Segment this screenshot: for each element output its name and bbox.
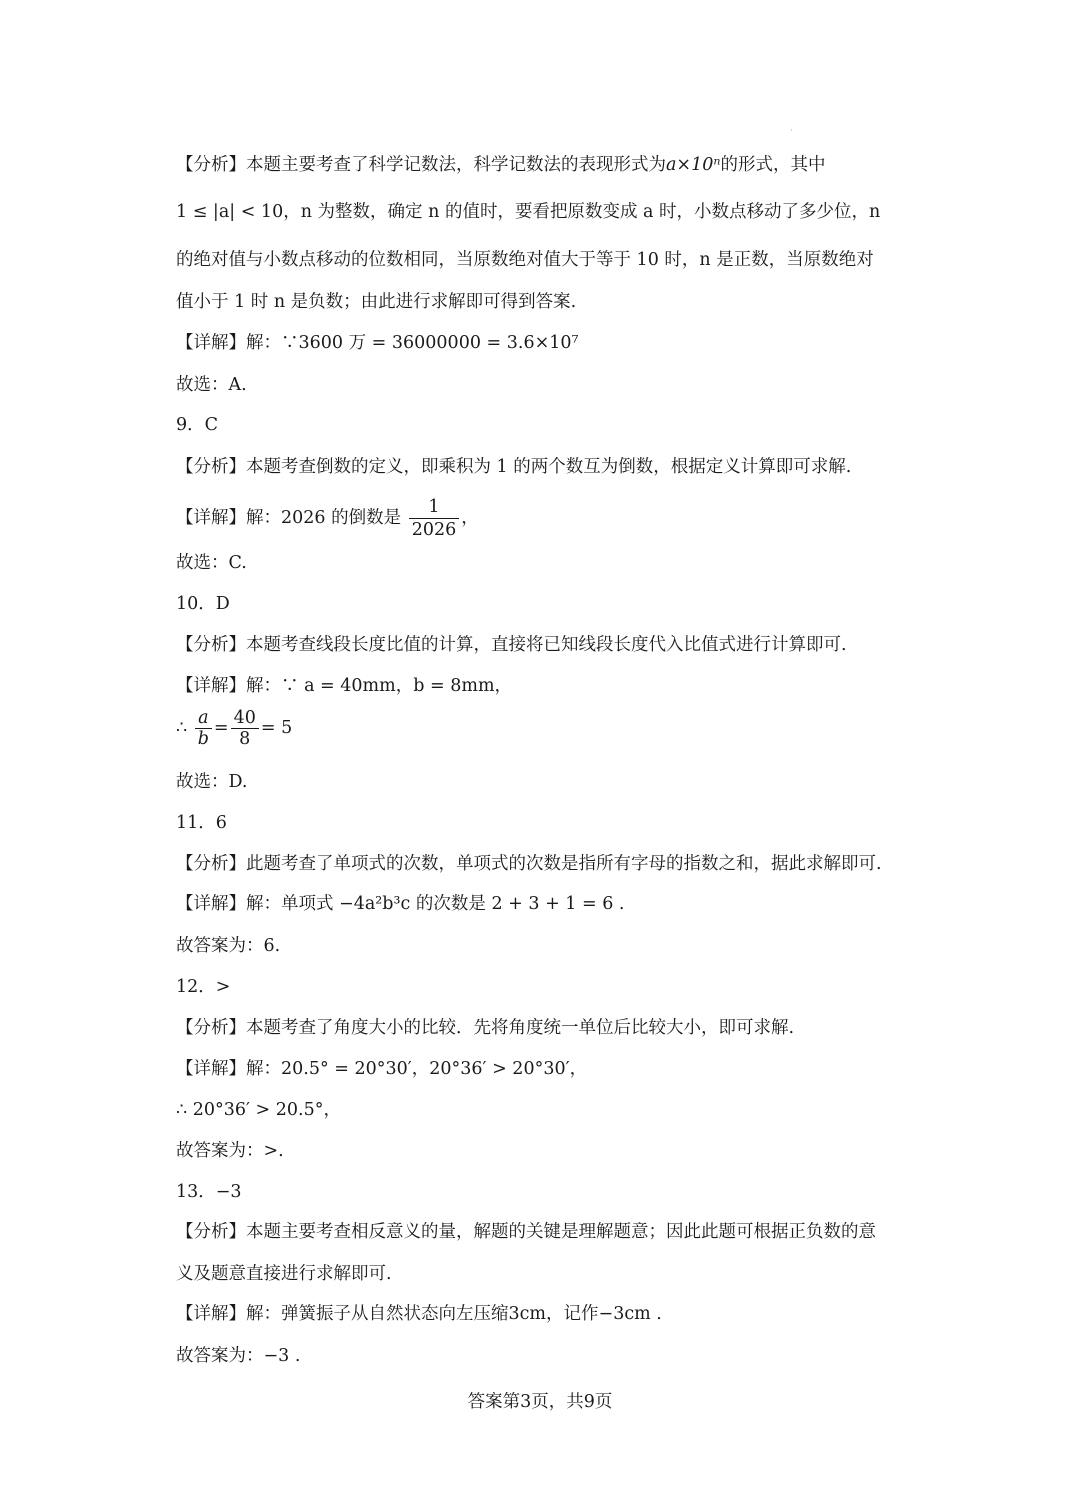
q13-number: 13．−3 <box>176 1182 242 1202</box>
detail-label: 【详解】 <box>176 1304 246 1324</box>
q11-analysis: 【分析】此题考查了单项式的次数，单项式的次数是指所有字母的指数之和，据此求解即可. <box>176 854 882 874</box>
detail-label: 【详解】 <box>176 894 246 914</box>
q13-detail: 【详解】解：弹簧振子从自然状态向左压缩3cm，记作−3cm . <box>176 1304 662 1324</box>
q8-analysis-line-3: 的绝对值与小数点移动的位数相同，当原数绝对值大于等于 10 时，n 是正数，当原数绝对 <box>176 250 874 270</box>
analysis-label: 【分析】 <box>176 635 246 655</box>
q11-answer: 故答案为：6. <box>176 936 281 956</box>
ratio-fraction-ab: $\frac{a}{b}$ <box>195 708 212 749</box>
analysis-label: 【分析】 <box>176 155 246 175</box>
analysis-label: 【分析】 <box>176 1222 246 1242</box>
q13-answer: 故答案为：−3 . <box>176 1346 301 1366</box>
reciprocal-fraction: $\frac{1}{2026}$ <box>409 496 460 541</box>
therefore-symbol: ∴ <box>176 718 188 738</box>
q10-analysis: 【分析】本题考查线段长度比值的计算，直接将已知线段长度代入比值式进行计算即可. <box>176 635 847 655</box>
q8-detail: 【详解】解：∵3600 万 = 36000000 = 3.6×10⁷ <box>176 333 579 353</box>
q12-detail: 【详解】解：20.5° = 20°30′，20°36′ > 20°30′， <box>176 1059 588 1079</box>
q11-detail: 【详解】解：单项式 −4a²b³c 的次数是 2 + 3 + 1 = 6 . <box>176 894 625 914</box>
q8-analysis-line-1: 【分析】本题主要考查了科学记数法，科学记数法的表现形式为a×10ⁿ的形式，其中 <box>176 155 826 175</box>
q9-analysis: 【分析】本题考查倒数的定义，即乘积为 1 的两个数互为倒数，根据定义计算即可求解. <box>176 457 852 477</box>
detail-label: 【详解】 <box>176 1059 246 1079</box>
q13-analysis-line-1: 【分析】本题主要考查相反意义的量，解题的关键是理解题意；因此此题可根据正负数的意 <box>176 1222 876 1242</box>
q10-detail: 【详解】解：∵ a = 40mm，b = 8mm， <box>176 676 513 696</box>
q12-therefore: ∴ 20°36′ > 20.5°， <box>176 1100 341 1120</box>
ratio-fraction-values: $\frac{40}{8}$ <box>231 708 259 749</box>
page-footer: 答案第3页，共9页 <box>467 1392 613 1412</box>
detail-label: 【详解】 <box>176 333 246 353</box>
q10-ratio: ∴ $\frac{a}{b}$ = $\frac{40}{8}$ = 5 <box>176 708 293 749</box>
q9-detail: 【详解】解：2026 的倒数是 $\frac{1}{2026}$ ， <box>176 497 479 540</box>
sci-notation-expr: a×10ⁿ <box>666 155 721 175</box>
q10-choice: 故选：D. <box>176 772 248 792</box>
q11-number: 11．6 <box>176 813 227 833</box>
analysis-label: 【分析】 <box>176 854 246 874</box>
detail-label: 【详解】 <box>176 676 246 696</box>
q9-number: 9．C <box>176 415 219 435</box>
q12-analysis: 【分析】本题考查了角度大小的比较．先将角度统一单位后比较大小，即可求解. <box>176 1018 795 1038</box>
analysis-label: 【分析】 <box>176 1018 246 1038</box>
q12-number: 12．> <box>176 977 231 997</box>
q12-answer: 故答案为：>. <box>176 1141 284 1161</box>
condition-expr: 1 ≤ |a| < 10 <box>176 202 284 222</box>
q8-analysis-line-4: 值小于 1 时 n 是负数；由此进行求解即可得到答案. <box>176 292 577 312</box>
analysis-label: 【分析】 <box>176 457 246 477</box>
detail-label: 【详解】 <box>176 508 246 528</box>
q13-analysis-line-2: 义及题意直接进行求解即可. <box>176 1264 392 1284</box>
q8-choice: 故选：A. <box>176 375 247 395</box>
q9-choice: 故选：C. <box>176 553 247 573</box>
q8-analysis-line-2: 1 ≤ |a| < 10，n 为整数，确定 n 的值时，要看把原数变成 a 时，小数点移动了多少位，n <box>176 202 881 222</box>
q10-number: 10．D <box>176 594 230 614</box>
scan-speck: · <box>790 126 793 135</box>
